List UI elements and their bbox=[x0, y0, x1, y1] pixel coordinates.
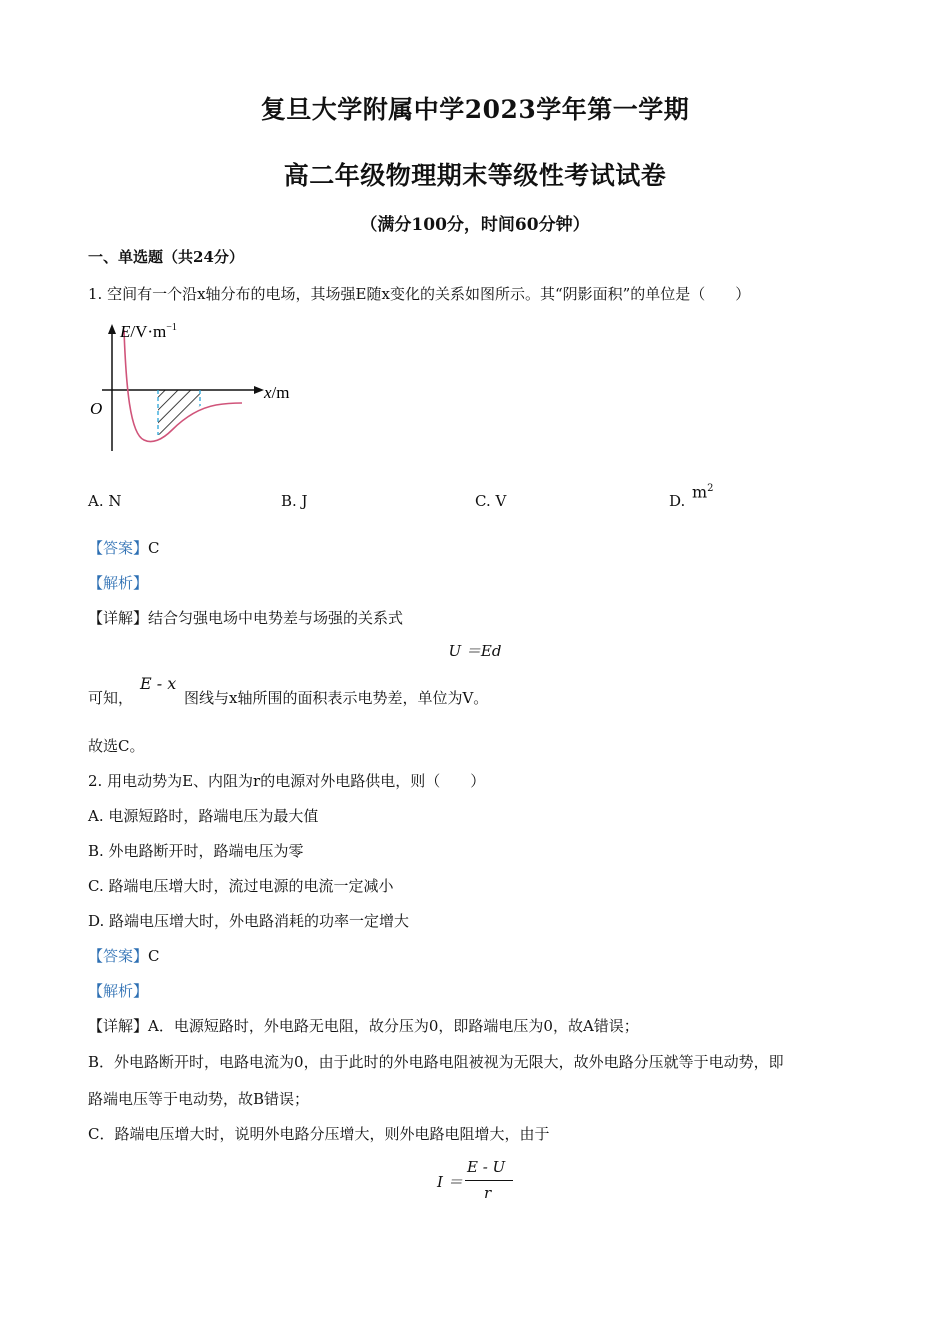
formula-numerator: E - U bbox=[467, 1158, 506, 1176]
q1-detail: 【详解】结合匀强电场中电势差与场强的关系式 bbox=[88, 609, 404, 627]
q2-stem: 2. 用电动势为E、内阻为r的电源对外电路供电，则（ ） bbox=[88, 772, 486, 790]
q1-know-math: E - x bbox=[140, 674, 177, 693]
q1-option-c: C. V bbox=[475, 492, 507, 510]
exam-subtitle: （满分100分，时间60分钟） bbox=[360, 215, 590, 235]
q2-answer: 【答案】C bbox=[88, 947, 160, 965]
q2-detail-b1: B．外电路断开时，电路电流为0，由于此时的外电路电阻被视为无限大，故外电路分压就等于电动势，即 bbox=[88, 1053, 784, 1071]
section-heading: 一、单选题（共24分） bbox=[88, 248, 244, 266]
fraction-bar bbox=[465, 1180, 513, 1181]
q1-graph bbox=[86, 316, 316, 456]
q1-answer: 【答案】C bbox=[88, 539, 160, 557]
q2-detail-a: 【详解】A．电源短路时，外电路无电阻，故分压为0，即路端电压为0，故A错误； bbox=[88, 1017, 639, 1035]
y-axis-arrow bbox=[108, 324, 116, 334]
shaded-area bbox=[156, 390, 202, 440]
q2-analysis-tag: 【解析】 bbox=[88, 982, 149, 1000]
q1-option-d: D. bbox=[669, 492, 686, 510]
e-x-curve bbox=[124, 330, 242, 442]
q1-conclusion: 故选C。 bbox=[88, 737, 145, 755]
x-axis-arrow bbox=[254, 386, 264, 394]
x-axis-label: x/m bbox=[264, 383, 290, 402]
q1-option-b: B. J bbox=[281, 492, 308, 510]
q1-option-a: A. N bbox=[88, 492, 122, 510]
q2-detail-b2: 路端电压等于电动势，故B错误； bbox=[88, 1090, 310, 1108]
q2-option-a: A. 电源短路时，路端电压为最大值 bbox=[88, 807, 319, 825]
q2-option-b: B. 外电路断开时，路端电压为零 bbox=[88, 842, 304, 860]
q1-analysis-tag: 【解析】 bbox=[88, 574, 149, 592]
y-axis-label: $E/V\cdot m^{-1}$ bbox=[120, 322, 177, 341]
origin-label: O bbox=[90, 399, 103, 418]
q1-option-d-unit: $m^2$ bbox=[692, 482, 714, 502]
title-line-1: 复旦大学附属中学2023学年第一学期 bbox=[260, 95, 690, 124]
title-line-2: 高二年级物理期末等级性考试试卷 bbox=[283, 161, 667, 190]
q1-know-rest: 图线与x轴所围的面积表示电势差，单位为V。 bbox=[184, 689, 489, 707]
q2-option-c: C. 路端电压增大时，流过电源的电流一定减小 bbox=[88, 877, 394, 895]
q2-formula bbox=[437, 1156, 527, 1206]
formula-denominator: r bbox=[484, 1184, 492, 1202]
q2-detail-c: C．路端电压增大时，说明外电路分压增大，则外电路电阻增大，由于 bbox=[88, 1125, 550, 1143]
q1-stem: 1. 空间有一个沿x轴分布的电场，其场强E随x变化的关系如图所示。其“阴影面积”的单位是（ ） bbox=[88, 285, 751, 303]
q1-formula: U ＝Ed bbox=[448, 642, 502, 660]
q2-option-d: D. 路端电压增大时，外电路消耗的功率一定增大 bbox=[88, 912, 410, 930]
q1-know-prefix: 可知， bbox=[88, 689, 134, 707]
formula-lhs: I ＝ bbox=[437, 1173, 463, 1191]
